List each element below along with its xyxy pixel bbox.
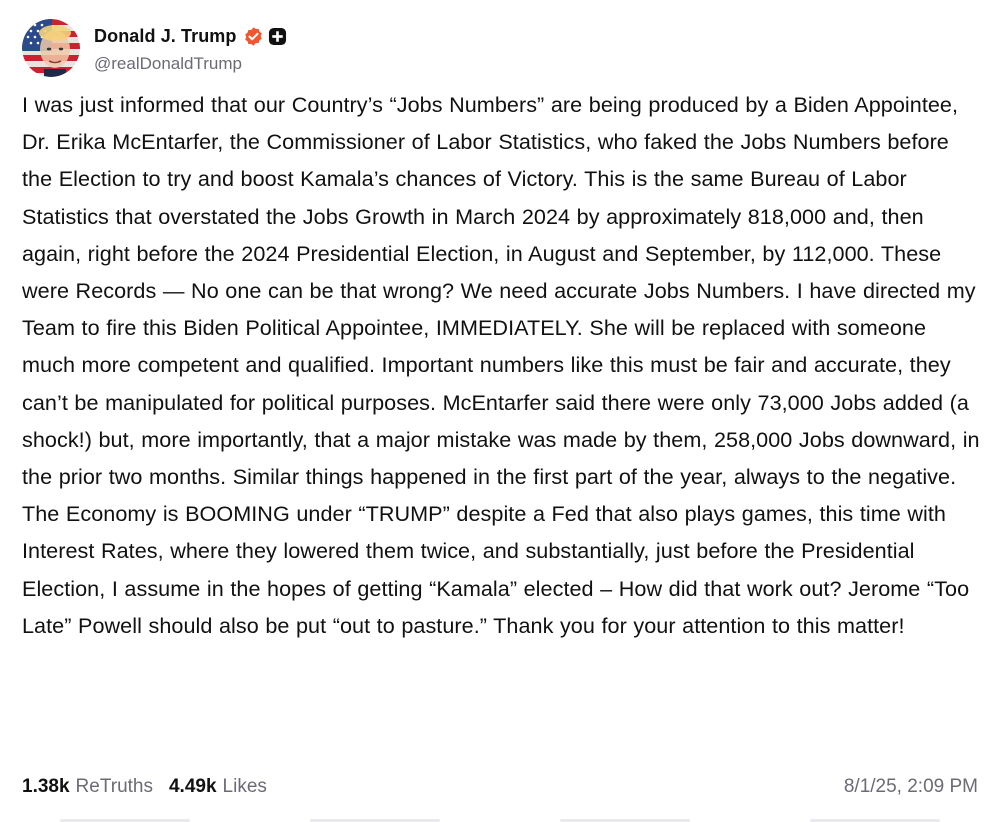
author-name-row xyxy=(94,23,287,51)
likes-label: Likes xyxy=(222,776,267,797)
action-bar-edge xyxy=(0,814,1000,822)
post-header xyxy=(22,18,287,78)
author-display-name[interactable]: Donald J. Trump xyxy=(94,26,237,46)
post-footer xyxy=(22,772,978,802)
author-handle[interactable]: @realDonaldTrump xyxy=(94,53,242,73)
retruths-stat[interactable] xyxy=(22,776,153,798)
retruths-count: 1.38k xyxy=(22,776,70,797)
post-body-text: I was just informed that our Country’s “Jobs Numbers” are being produced by a Biden Appointee, Dr. Erika McEntarfer, the Commissioner of Labor Statistics, who faked the Jobs Numbers before the Election to try and boost Kamala’s chances of Victory. This is the same Bureau of Labor Statistics that overstated the Jobs Growth in March 2024 by approximately 818,000 and, then again, right before the 2024 Presidential Election, in August and September, by 112,000. These were Records — No one can be that wrong? We need accurate Jobs Numbers. I have directed my Team to fire this Biden Political Appointee, IMMEDIATELY. She will be replaced with someone much more competent and qualified. Important numbers like this must be fair and accurate, they can’t be manipulated for political purposes. McEntarfer said there were only 73,000 Jobs added (a shock!) but, more importantly, that a major mistake was made by them, 258,000 Jobs downward, in the prior two months. Similar things happened in the first part of the year, always to the negative. The Economy is BOOMING under “TRUMP” despite a Fed that also plays games, this time with Interest Rates, where they lowered them twice, and substantially, just before the Presidential Election, I assume in the hopes of getting “Kamala” elected – How did that work out? Jerome “Too Late” Powell should also be put “out to pasture.” Thank you for your attention to this matter! xyxy=(22,92,980,638)
post-timestamp[interactable]: 8/1/25, 2:09 PM xyxy=(843,776,978,797)
retruths-label: ReTruths xyxy=(75,776,153,797)
likes-count: 4.49k xyxy=(168,776,217,797)
author-info xyxy=(94,23,287,74)
plus-badge-icon xyxy=(268,27,287,46)
verified-badge-icon xyxy=(243,26,264,47)
author-avatar[interactable] xyxy=(22,19,80,77)
likes-stat[interactable] xyxy=(169,776,267,798)
avatar-flag-portrait-icon xyxy=(22,19,80,77)
